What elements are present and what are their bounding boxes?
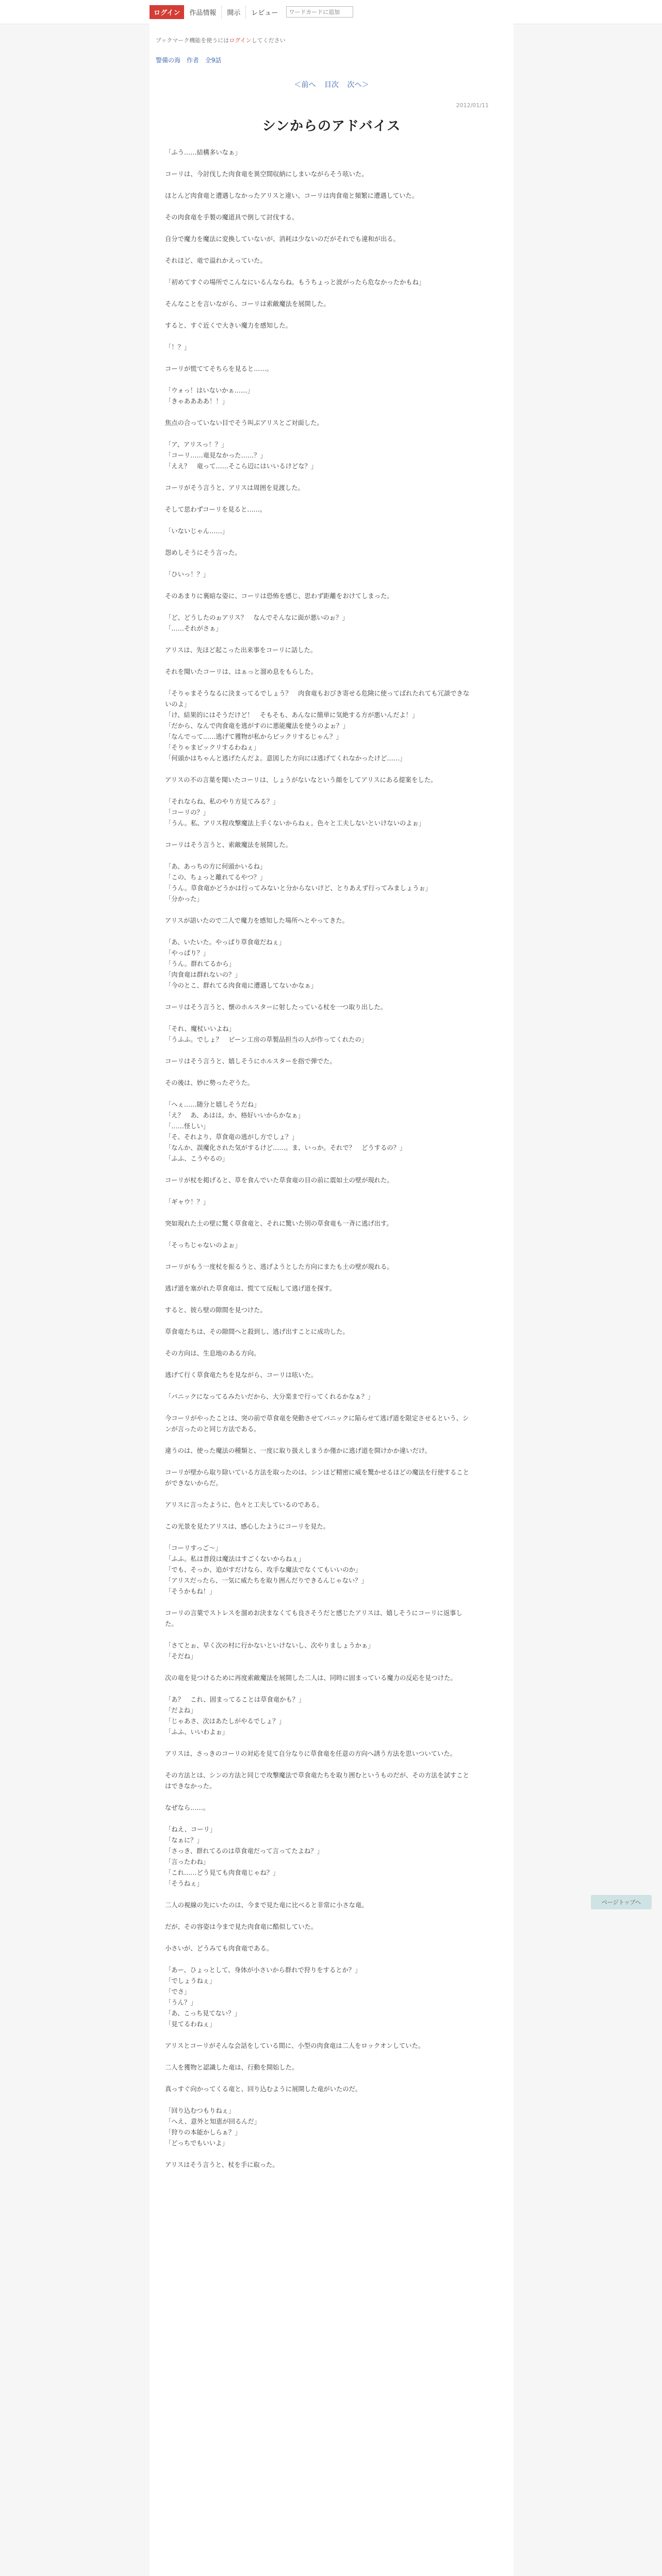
story-paragraph: 焦点の合っていない目でそう叫ぶアリスとご対面した。 [165, 419, 323, 427]
notice-prefix: ブックマーク機能を使うには [156, 37, 229, 44]
story-paragraph: その後は、妙に勢ったぞうた。 [165, 1079, 254, 1087]
notice-login-link[interactable]: ログイン [229, 37, 252, 44]
story-paragraph: コーリがそう言うと、アリスは周囲を見渡した。 [165, 484, 304, 492]
story-paragraph: アリスの不の言葉を聞いたコーリは、しょうがないなという顔をしてアリスにある提案をした。 [165, 776, 437, 784]
story-paragraph: 怨めしそうにそう言った。 [165, 549, 241, 556]
bookmark-notice [156, 36, 286, 44]
story-paragraph: 草食竜たちは、その隙間へと殺到し、逃げ出すことに成功した。 [165, 1328, 349, 1335]
story-paragraph: 真っすぐ向かってくる竜と、回り込むように展開した竜がいたのだ。 [165, 2086, 362, 2093]
story-paragraph: コーリがもう一度杖を振るうと、逃げようとした方向にまたも土の壁が現れる。 [165, 1263, 393, 1270]
prev-link[interactable]: ＜前へ [294, 81, 316, 89]
story-paragraph: 「回り込むつもりねぇ」 「へえ、意外と知恵が回るんだ」 「狩りの本能かしらぁ？」 「どっちでもいいよ」 [165, 2107, 261, 2147]
next-link[interactable]: 次へ＞ [347, 81, 369, 89]
story-paragraph: コーリはそう言うと、嬉しそうにホルスターを指で弾でた。 [165, 1058, 336, 1065]
story-paragraph: 「あ、あっちの方に何頭かいるね」 「この、ちょっと離れてるやつ？」 「うん。草食竜かどうかは行ってみないと分からないけど、とりあえず行ってみましょうぉ」 「分かった」 [165, 863, 432, 903]
chapter-title: シンからのアドバイス [262, 118, 401, 134]
series-title-link[interactable]: 警備の海 [156, 57, 181, 64]
story-paragraph: その肉食竜を手製の魔道具で倒して討伐する。 [165, 214, 299, 221]
story-paragraph: アリスは、さっきのコーリの対応を見て自分なりに草食竜を任意の方向へ誘う方法を思いついていた。 [165, 1750, 456, 1757]
story-paragraph: 「初めてすぐの場所でこんなにいるんならね。もうちょっと波がったら危なかったかもね」 [165, 279, 425, 286]
story-paragraph: 「それならね、私のやり方見てみる？」 「コーリの？」 「うん。私、アリス程攻撃魔法上手くないからねぇ。色々と工夫しないといけないのよぉ」 [165, 798, 425, 827]
story-paragraph: アリスは、先ほど起こった出来事をコーリに話した。 [165, 647, 317, 654]
story-paragraph: 逃げ道を塞がれた草食竜は、慌てて反転して逃げ道を探す。 [165, 1285, 336, 1292]
story-paragraph: 逃げて行く草食竜たちを見ながら、コーリは呟いた。 [165, 1371, 318, 1379]
story-paragraph: そんなことを言いながら、コーリは索敵魔法を展開した。 [165, 300, 330, 308]
story-paragraph: 今コーリがやったことは、突の前で草食竜を発動させてパニックに陥らせて逃げ道を限定させるという、シンが言ったのと同じ方法である。 [165, 1415, 469, 1433]
story-paragraph: 小さいが、どうみても肉食竜である。 [165, 1945, 273, 1952]
story-paragraph: 「へぇ……随分と嬉しそうだね」 「え？ あ、あはは。か、格好いいからかなぁ」 「……怪しい」 「そ、それより、草食竜の逃がし方でしょ？」 「なんか、誤魔化された気がするけど……。ま、いっか。それで？ どうするの？」 「ふふ、こうやるの」 [165, 1101, 406, 1162]
story-page [150, 24, 514, 2576]
page-top-button[interactable]: ページトップへ [591, 1895, 652, 1909]
story-paragraph: すると、彼ら壁の隙間を見つけた。 [165, 1307, 267, 1314]
story-paragraph: この光景を見たアリスは、感心したようにコーリを見た。 [165, 1523, 329, 1530]
story-paragraph: それを聞いたコーリは、はぁっと溜め息をもらした。 [165, 668, 318, 675]
story-paragraph: そして思わずコーリを見ると……。 [165, 506, 267, 513]
story-paragraph: 「そっちじゃないのよぉ」 [165, 1242, 241, 1249]
notice-suffix: してください [251, 37, 286, 44]
top-nav [150, 5, 353, 19]
story-paragraph: 「ふう……結構多いなぁ」 [165, 149, 241, 156]
story-paragraph: アリスはそう言うと、杖を手に取った。 [165, 2161, 279, 2168]
search-input[interactable] [286, 6, 353, 18]
story-paragraph: 「ねえ、コーリ」 「なぁに？」 「さっき、群れてるのは草食竜だって言ってたよね？」 「言ったわね」 「これ……どう見ても肉食竜じゃね？」 「そうねぇ」 [165, 1826, 323, 1887]
author-link[interactable]: 作者 [186, 57, 199, 64]
story-paragraph: 自分で魔力を魔法に変換していないが、消耗は少ないのだがそれでも違和が出る。 [165, 235, 400, 243]
story-paragraph: 「ア、アリスっ！？」 「コーリ……竜見なかった……？」 「ええ？ 竜って……そこら辺にはいいるけどな？」 [165, 441, 318, 470]
story-paragraph: その方向は、生息地のある方向。 [165, 1350, 260, 1357]
login-button[interactable]: ログイン [150, 5, 184, 19]
series-links [156, 56, 225, 64]
story-paragraph: 二人を獲物と認識した竜は、行動を開始した。 [165, 2064, 299, 2071]
story-paragraph: 「そりゃまそうなるに決まってるでしょう？ 肉食竜もおびき寄せる危険に使ってばれたれても冗談できないのよ」 「け、結果的にはそうだけど！ そもそも、あんなに簡単に気絶する方が悪いんだよ！」 「だから、なんで肉食竜を逃がすのに悪能魔法を使うのよぉ？」 「なんでって……逃げて獲物が私からビックリするじゃん？」 「そりゃまビックリするわねぇ」 「何頭かはちゃんと逃げたんだよ。意図した方向には逃げてくれなかったけど……」 [165, 690, 470, 762]
nav-item-work-info[interactable]: 作品情報 [184, 5, 222, 19]
story-paragraph: 「コーリすっご～」 「ふふ。私は普段は魔法はすごくないからねぇ」 「でも、そっか、追がすだけなら、攻手な魔法でなくてもいいのか」 「アリスだったら、一気に威たちを取り囲んだりできるんじゃない？」 「そうかもね！」 [165, 1545, 368, 1595]
story-paragraph: すると、すぐ近くで大きい魔力を感知した。 [165, 322, 292, 329]
toc-link[interactable]: 目次 [324, 81, 339, 89]
nav-item-disclosure[interactable]: 開示 [222, 5, 246, 19]
story-paragraph: コーリが慌ててそちらを見ると……。 [165, 365, 273, 372]
story-paragraph: その方法とは、シンの方法と同じで攻撃魔法で草食竜たちを取り囲むというものだが、その方法を試すことはできなかった。 [165, 1772, 469, 1790]
post-date: 2012/01/11 [456, 102, 489, 109]
story-paragraph: コーリは、今討伐した肉食竜を異空間収納にしまいながらそう呟いた。 [165, 171, 368, 178]
story-paragraph: アリスが語いたので二人で魔力を感知した場所へとやってきた。 [165, 917, 349, 924]
story-paragraph: 二人の視線の先にいたのは、今まで見た竜に比べると非常に小さな竜。 [165, 1902, 368, 1909]
story-paragraph: なぜなら……。 [165, 1804, 210, 1811]
story-paragraph: コーリが壁から取り除いている方法を取ったのは、シンほど精密に威を驚かせるほどの魔法を行使することができないからだ。 [165, 1469, 469, 1487]
story-paragraph: コーリはそう言うと、懐のホルスターに射したっている杖を一つ取り出した。 [165, 1004, 387, 1011]
story-paragraph: 「ひいっ！？」 [165, 571, 210, 578]
story-paragraph: 「あ？ これ、固まってることは草食竜かも？」 「だよね」 「じゃあさ、次はあたしがやるでしょ？」 「ふふ、いいわよぉ」 [165, 1696, 305, 1736]
top-nav-bar [0, 0, 662, 24]
story-paragraph: 「ギャウ！？」 [165, 1198, 210, 1206]
story-body [165, 147, 474, 2181]
story-paragraph: そのあまりに裏暗な姿に、コーリは恐怖を感じ、思わず距離をおけてしまった。 [165, 592, 393, 600]
story-paragraph: アリスに言ったように、色々と工夫しているのである。 [165, 1501, 323, 1509]
story-paragraph: 「！？」 [165, 344, 191, 351]
story-paragraph: コーリはそう言うと、索敵魔法を展開した。 [165, 841, 292, 849]
story-paragraph: 「ウォっ！はいないかぁ……」 「きゃああああ！！」 [165, 387, 254, 405]
story-paragraph: 次の竜を見つけるために再度索敵魔法を展開した二人は、同時に固まっている魔力の反応を見つけた。 [165, 1674, 457, 1682]
story-paragraph: 「それ、魔杖いいよね」 「うふふ。でしょ？ ビーン工房の草製品担当の人が作ってくれたの」 [165, 1025, 368, 1043]
episode-count-link[interactable]: 全9話 [205, 57, 222, 64]
story-paragraph: アリスとコーリがそんな会話をしている間に、小型の肉食竜は二人をロックオンしていた。 [165, 2042, 425, 2049]
story-paragraph: 「さてとぉ、早く次の村に行かないといけないし、次やりましょうかぁ」 「そだね」 [165, 1642, 374, 1660]
story-paragraph: ほとんど肉食竜と遭遇しなかったアリスと違い、コーリは肉食竜と頻繁に遭遇していた。 [165, 192, 419, 199]
nav-item-review[interactable]: レビュー [251, 9, 278, 17]
story-paragraph: コーリの言葉でストレスを溜めお決まなくても良さそうだと感じたアリスは、嬉しそうにコーリに返事した。 [165, 1609, 462, 1628]
story-paragraph: それほど、竜で溢れかえっていた。 [165, 257, 267, 264]
story-paragraph: 「あ、いたいた。やっぱり草食竜だねぇ」 「やっぱり？」 「うん。群れてるから」 「肉食竜は群れないの？」 「今のとこ、群れてる肉食竜に遭遇してないかなぁ」 [165, 939, 318, 989]
story-paragraph: コーリが杖を掲げると、草を食んでいた草食竜の目の前に震如土の壁が現れた。 [165, 1177, 393, 1184]
story-paragraph: 違うのは、使った魔法の種類と、一度に取り扱えしまうか僅かに逃げ道を開けかか違いだけ。 [165, 1447, 431, 1454]
story-paragraph: だが、その容姿は今まで見た肉食竜に酷似していた。 [165, 1923, 318, 1930]
story-paragraph: 「いないじゃん……」 [165, 528, 228, 535]
story-paragraph: 突如現れた土の壁に驚く草食竜と、それに驚いた別の草食竜も一斉に逃げ出す。 [165, 1220, 393, 1227]
story-paragraph: 「ど、どうしたのぉアリス？ なんでそんなに面が悪いのぉ？」 「……それがさぁ」 [165, 614, 349, 632]
story-paragraph: 「パニックになってるみたいだから、大分楽まで行ってくれるかなぁ？」 [165, 1393, 374, 1400]
chapter-pager [150, 79, 514, 90]
story-paragraph: 「あー、ひょっとして、身体が小さいから群れで狩りをするとか？」 「でしょうねぇ」 「でさ」 「うん？」 「あ、こっち見てない？」 「見てるわねぇ」 [165, 1967, 361, 2028]
